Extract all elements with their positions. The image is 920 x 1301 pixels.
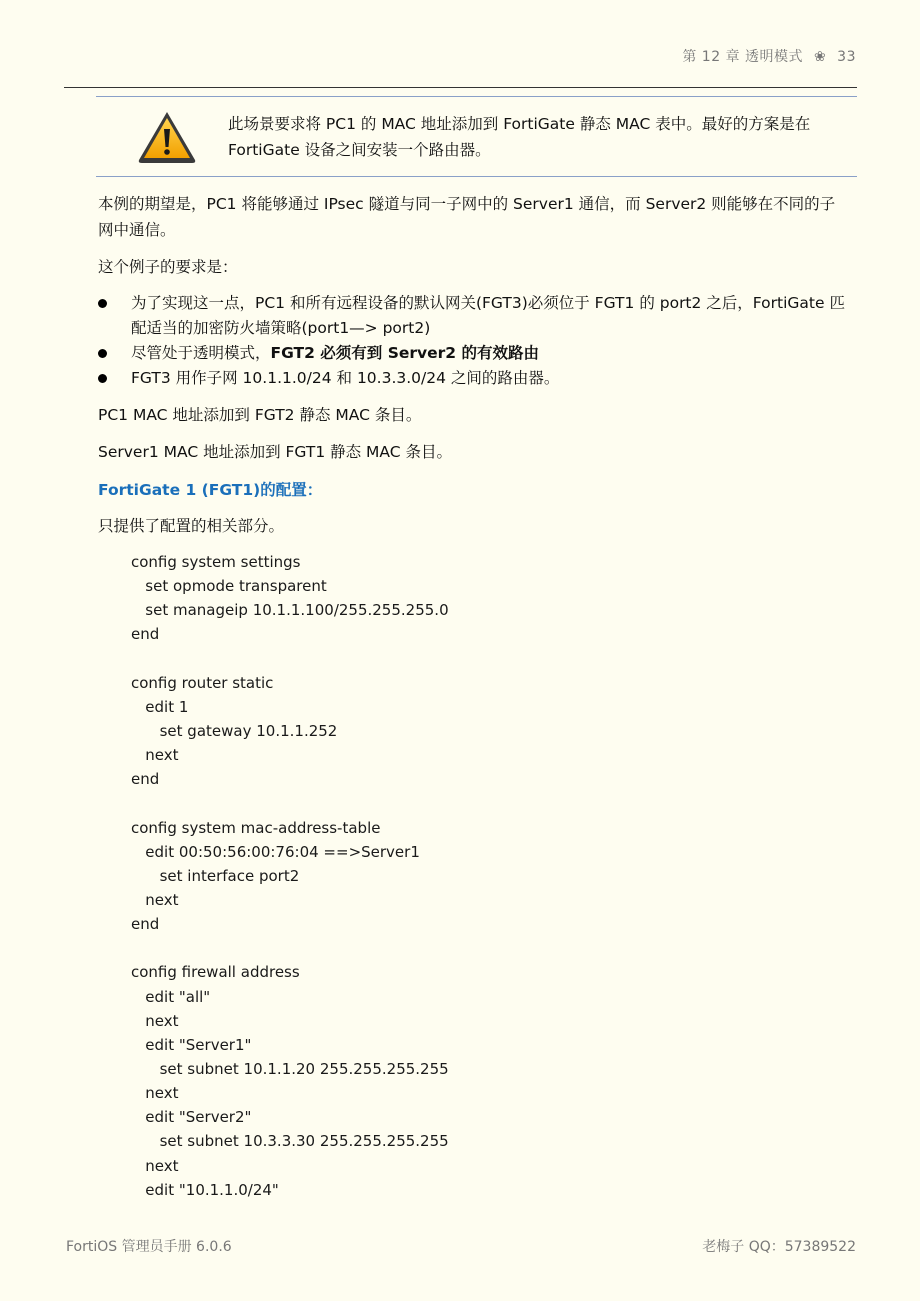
- code-line: set interface port2: [131, 866, 300, 885]
- warning-note: [96, 96, 857, 177]
- code-line: edit "Server2": [131, 1108, 252, 1127]
- code-line: set subnet 10.1.1.20 255.255.255.255: [131, 1059, 449, 1078]
- code-line: next: [131, 1011, 179, 1030]
- code-line: set gateway 10.1.1.252: [131, 721, 338, 740]
- code-line: config system mac-address-table: [131, 818, 381, 837]
- list-item-bold-text: FGT2 必须有到 Server2 的有效路由: [270, 344, 539, 362]
- warning-text: [228, 111, 848, 163]
- bullet-icon: [98, 374, 107, 383]
- list-item: [98, 291, 858, 341]
- list-item-text: 配适当的加密防火墙策略(port1—> port2): [131, 319, 431, 337]
- code-line: config router static: [131, 673, 274, 692]
- footer-author: 老梅子 QQ：57389522: [702, 1239, 856, 1255]
- code-line: set subnet 10.3.3.30 255.255.255.255: [131, 1132, 449, 1151]
- code-line: [131, 936, 449, 960]
- footer-manual-title: FortiOS 管理员手册 6.0.6: [66, 1239, 232, 1255]
- code-line: end: [131, 770, 160, 789]
- code-line: next: [131, 1156, 179, 1175]
- code-line: [131, 791, 449, 815]
- bullet-icon: [98, 299, 107, 308]
- page-header: [682, 46, 856, 66]
- list-item: [98, 341, 858, 366]
- intro-line: 网中通信。: [98, 221, 176, 239]
- section-note: 只提供了配置的相关部分。: [98, 517, 285, 535]
- code-line: config firewall address: [131, 963, 300, 982]
- code-line: next: [131, 1084, 179, 1103]
- warning-text-line: 此场景要求将 PC1 的 MAC 地址添加到 FortiGate 静态 MAC 表中。最好的方案是在: [228, 115, 811, 133]
- code-line: set opmode transparent: [131, 577, 327, 596]
- code-line: set manageip 10.1.1.100/255.255.255.0: [131, 601, 449, 620]
- intro-line: 本例的期望是，PC1 将能够通过 IPsec 隧道与同一子网中的 Server1 通信，而 Server2 则能够在不同的子: [98, 195, 836, 213]
- requirements-list: [98, 291, 858, 391]
- intro-paragraph: [98, 191, 858, 243]
- code-line: next: [131, 746, 179, 765]
- mac-fgt2-paragraph: PC1 MAC 地址添加到 FGT2 静态 MAC 条目。: [98, 406, 422, 424]
- code-line: edit "Server1": [131, 1035, 252, 1054]
- code-line: end: [131, 915, 160, 934]
- warning-icon: [136, 109, 198, 165]
- code-line: config system settings: [131, 553, 301, 571]
- code-line: [131, 647, 449, 671]
- bullet-icon: [98, 349, 107, 358]
- section-heading: FortiGate 1 (FGT1)的配置：: [98, 481, 323, 499]
- list-item-text: 尽管处于透明模式，: [131, 344, 271, 362]
- code-line: next: [131, 890, 179, 909]
- header-divider: [64, 87, 857, 88]
- code-line: edit 00:50:56:00:76:04 ==>Server1: [131, 842, 420, 861]
- page-number: 33: [837, 49, 856, 65]
- mac-fgt1-paragraph: Server1 MAC 地址添加到 FGT1 静态 MAC 条目。: [98, 443, 453, 461]
- code-line: edit "10.1.1.0/24": [131, 1180, 279, 1199]
- code-line: edit "all": [131, 987, 211, 1006]
- config-code-block: [131, 550, 449, 1202]
- requirements-heading: 这个例子的要求是：: [98, 258, 238, 276]
- list-item: [98, 366, 858, 391]
- list-item-text: FGT3 用作子网 10.1.1.0/24 和 10.3.3.0/24 之间的路由器。: [131, 369, 560, 387]
- list-item-text: 为了实现这一点，PC1 和所有远程设备的默认网关(FGT3)必须位于 FGT1 的 port2 之后，FortiGate 匹: [131, 294, 845, 312]
- flower-icon: ❀: [813, 49, 827, 65]
- code-line: end: [131, 625, 160, 644]
- code-line: edit 1: [131, 697, 189, 716]
- chapter-title: 第 12 章 透明模式: [682, 49, 804, 65]
- warning-text-line: FortiGate 设备之间安装一个路由器。: [228, 141, 491, 159]
